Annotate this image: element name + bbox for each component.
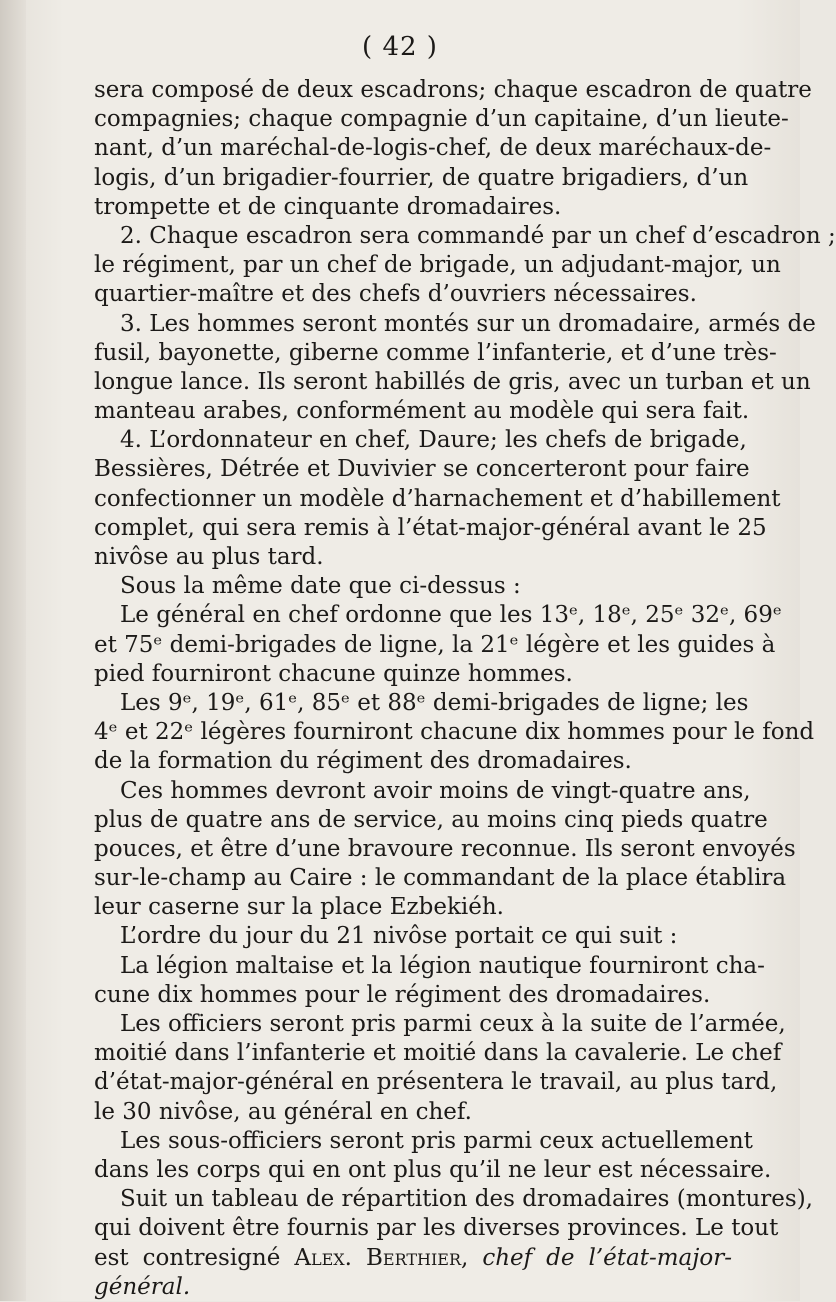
text-line: compagnies; chaque compagnie d’un capitaine, d’un lieute- xyxy=(94,106,789,133)
signatory-title: chef de l’état-major- xyxy=(482,1244,733,1271)
signature-prefix: est contresigné xyxy=(94,1244,281,1271)
text-line: qui doivent être fournis par les diverses provinces. Le tout xyxy=(94,1215,779,1242)
text-line: La légion maltaise et la légion nautique fourniront cha- xyxy=(120,952,765,979)
text-line: complet, qui sera remis à l’état-major-général avant le 25 xyxy=(94,514,767,541)
body-text xyxy=(94,76,836,1302)
text-line: trompette et de cinquante dromadaires. xyxy=(94,193,562,220)
signature-line xyxy=(94,1244,732,1273)
signatory-name: Alex. Berthier, xyxy=(294,1244,469,1271)
section-intro-line: Sous la même date que ci-dessus : xyxy=(120,573,521,600)
signature-title-continued xyxy=(94,1273,732,1302)
text-line: quartier-maître et des chefs d’ouvriers nécessaires. xyxy=(94,281,697,308)
article-2-line: 2. Chaque escadron sera commandé par un chef d’escadron ; xyxy=(120,222,836,249)
text-line: pied fourniront chacune quinze hommes. xyxy=(94,660,573,687)
text-line: 4ᵉ et 22ᵉ légères fourniront chacune dix hommes pour le fond xyxy=(94,719,815,746)
text-line: Les officiers seront pris parmi ceux à la suite de l’armée, xyxy=(120,1011,786,1037)
text-line: Suit un tableau de répartition des dromadaires (montures), xyxy=(120,1186,813,1213)
text-line: pouces, et être d’une bravoure reconnue. Ils seront envoyés xyxy=(94,835,796,862)
text-line: plus de quatre ans de service, au moins cinq pieds quatre xyxy=(94,806,768,833)
text-line: moitié dans l’infanterie et moitié dans la cavalerie. Le chef xyxy=(94,1040,782,1067)
text-line: sera composé de deux escadrons; chaque escadron de quatre xyxy=(94,77,812,103)
text-line: Les 9ᵉ, 19ᵉ, 61ᵉ, 85ᵉ et 88ᵉ demi-brigades de ligne; les xyxy=(120,689,749,716)
text-line: Ces hommes devront avoir moins de vingt-quatre ans, xyxy=(120,777,751,804)
article-3-line: 3. Les hommes seront montés sur un dromadaire, armés de xyxy=(120,310,816,337)
page-number: ( 42 ) xyxy=(362,32,438,62)
text-line: et 75ᵉ demi-brigades de ligne, la 21ᵉ légère et les guides à xyxy=(94,631,776,658)
text-line: logis, d’un brigadier-fourrier, de quatre brigadiers, d’un xyxy=(94,164,749,191)
text-line: Le général en chef ordonne que les 13ᵉ, 18ᵉ, 25ᵉ 32ᵉ, 69ᵉ xyxy=(120,602,782,629)
text-line: Les sous-officiers seront pris parmi ceux actuellement xyxy=(120,1127,753,1154)
article-4-line: 4. L’ordonnateur en chef, Daure; les chefs de brigade, xyxy=(120,427,747,454)
text-line: confectionner un modèle d’harnachement et d’habillement xyxy=(94,485,781,512)
text-line: longue lance. Ils seront habillés de gris, avec un turban et un xyxy=(94,368,811,395)
text-line: fusil, bayonette, giberne comme l’infanterie, et d’une très- xyxy=(94,339,777,366)
text-line: sur-le-champ au Caire : le commandant de la place établira xyxy=(94,865,787,892)
text-line: d’état-major-général en présentera le travail, au plus tard, xyxy=(94,1069,778,1096)
page-gutter xyxy=(0,0,26,1301)
section-intro-line: L’ordre du jour du 21 nivôse portait ce qui suit : xyxy=(120,923,678,950)
text-line: nant, d’un maréchal-de-logis-chef, de deux maréchaux-de- xyxy=(94,135,772,162)
signatory-title-end: général. xyxy=(94,1273,191,1300)
text-line: le 30 nivôse, au général en chef. xyxy=(94,1098,472,1125)
text-line: de la formation du régiment des dromadaires. xyxy=(94,748,632,775)
text-line: cune dix hommes pour le régiment des dromadaires. xyxy=(94,981,711,1008)
text-line: Bessières, Détrée et Duvivier se concerteront pour faire xyxy=(94,456,750,483)
text-line: leur caserne sur la place Ezbekiéh. xyxy=(94,894,504,921)
text-line: manteau arabes, conformément au modèle qui sera fait. xyxy=(94,398,750,425)
text-line: dans les corps qui en ont plus qu’il ne leur est nécessaire. xyxy=(94,1156,772,1183)
text-line: nivôse au plus tard. xyxy=(94,544,324,570)
text-line: le régiment, par un chef de brigade, un adjudant-major, un xyxy=(94,252,781,279)
